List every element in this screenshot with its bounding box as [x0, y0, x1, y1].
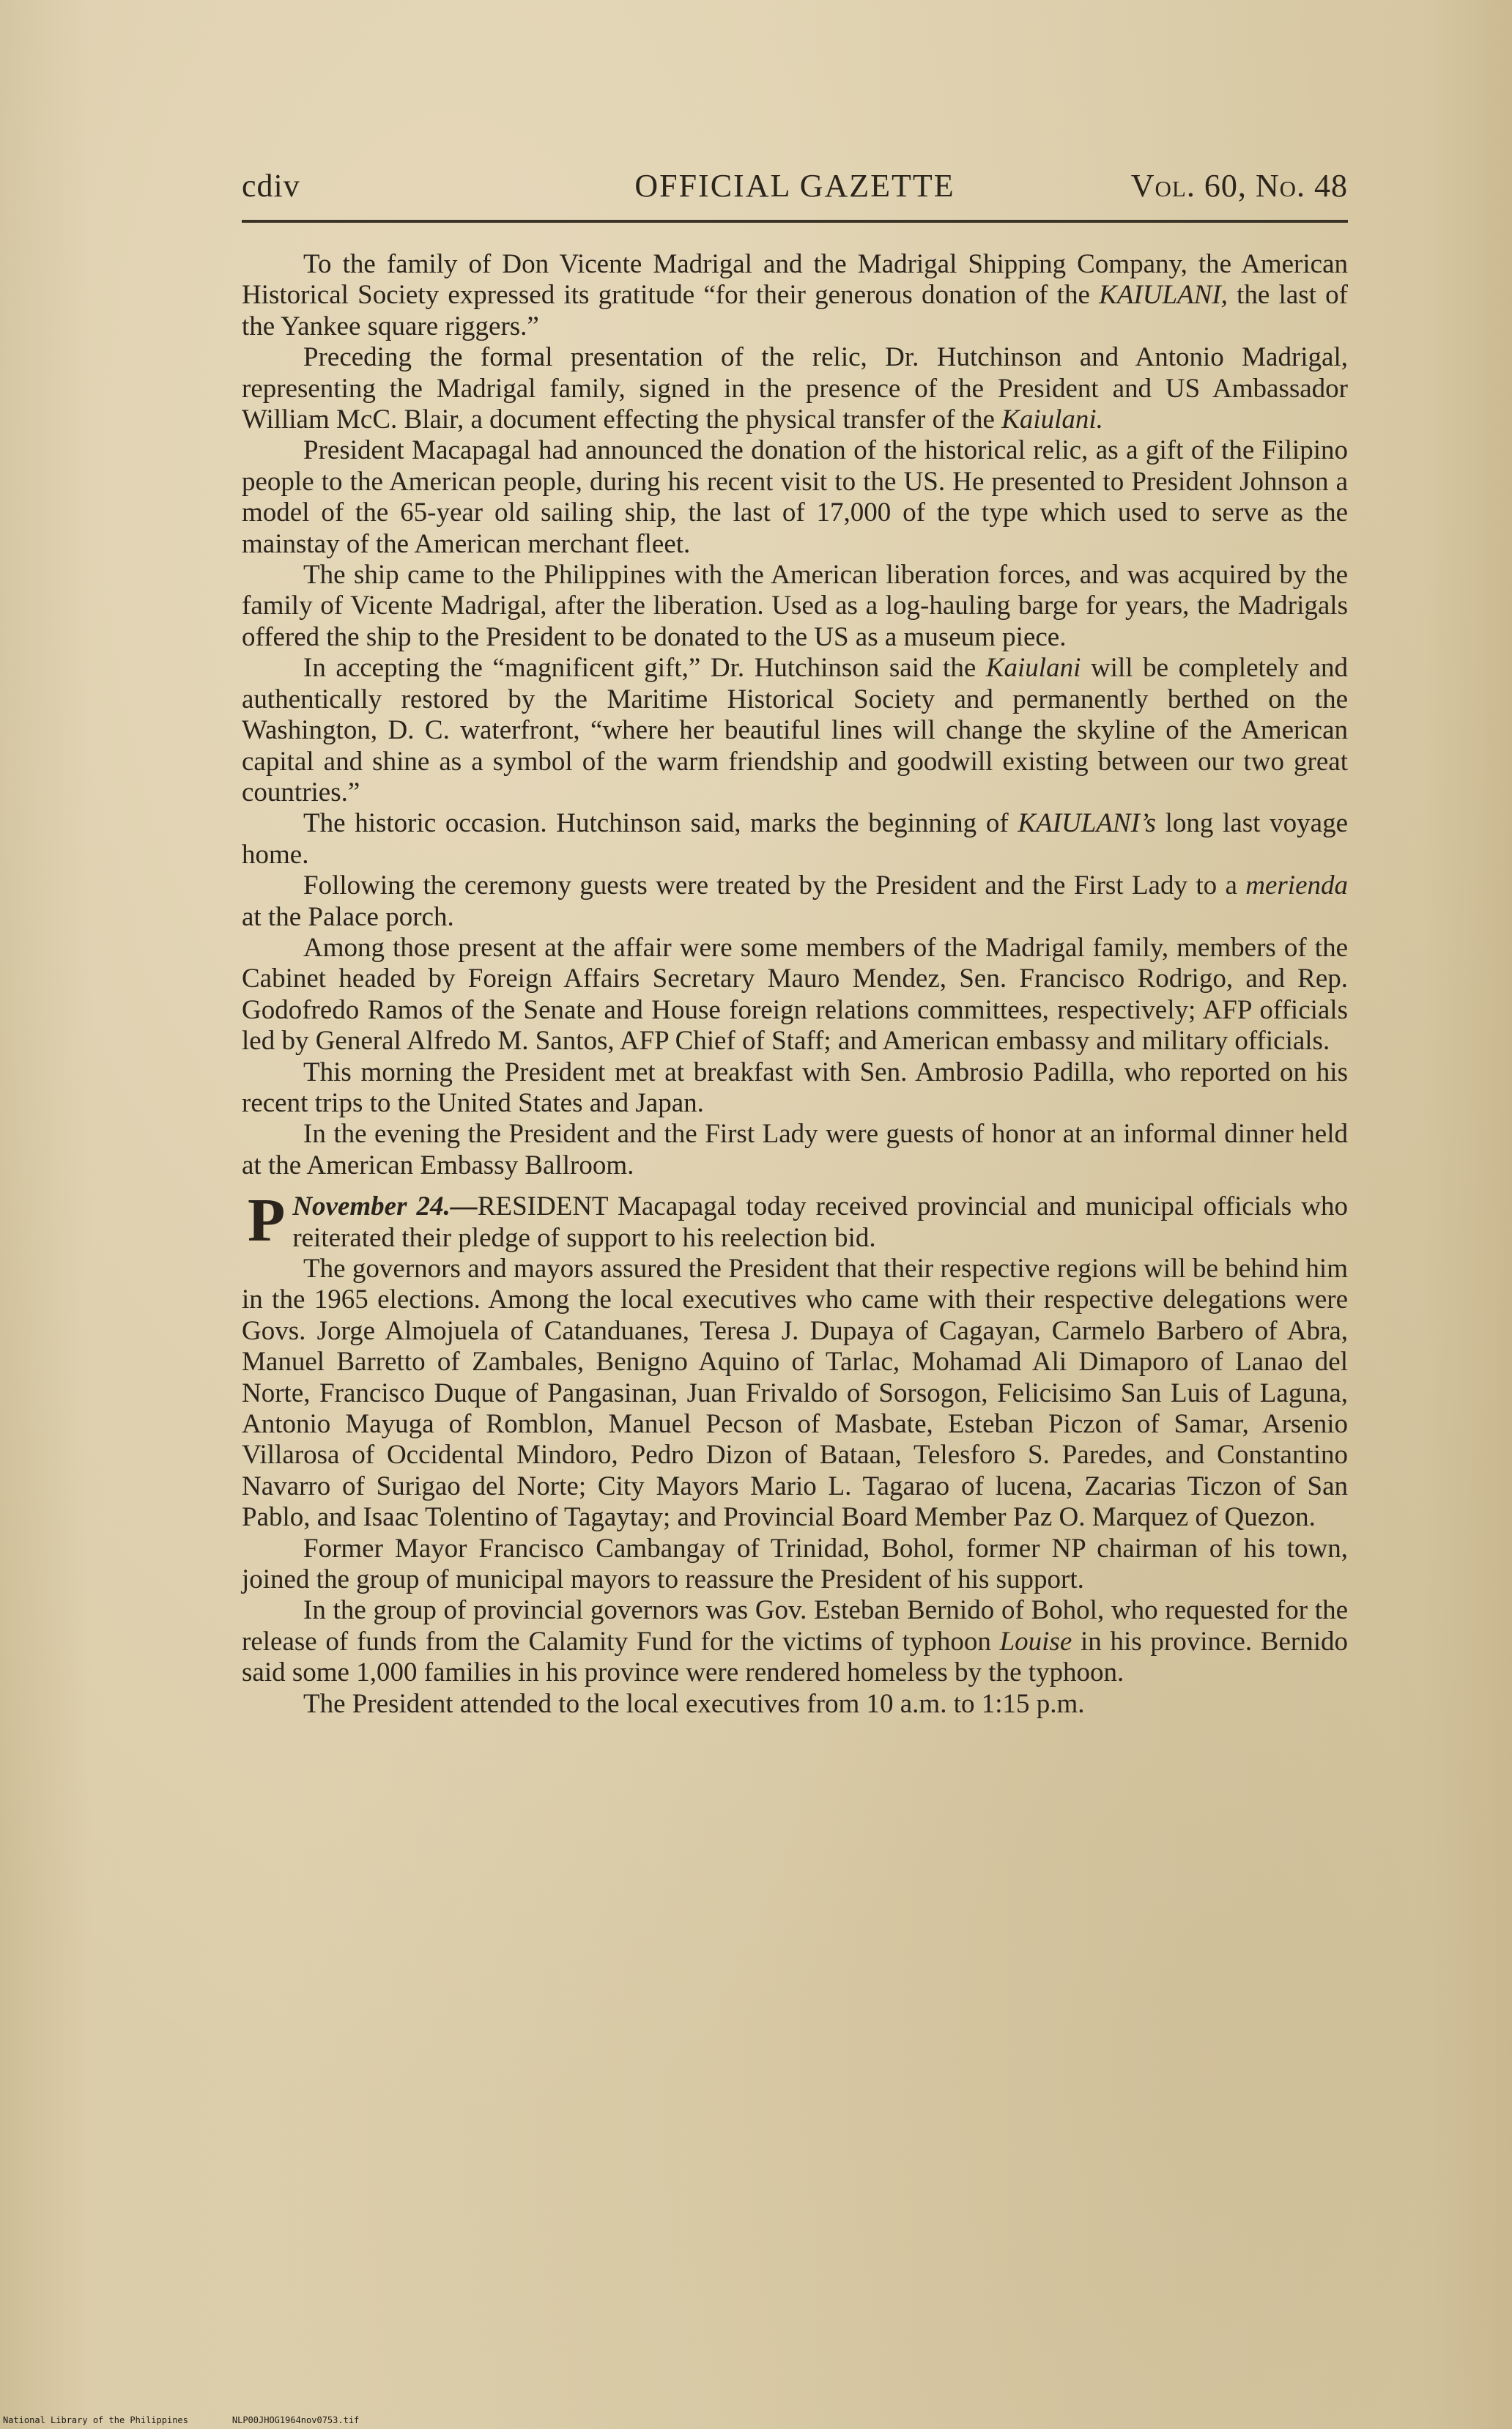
scan-footer [3, 2415, 359, 2425]
paragraph: The President attended to the local executives from 10 a.m. to 1:15 p.m. [303, 1688, 1085, 1719]
page-number: cdiv [242, 168, 300, 204]
paragraph: Following the ceremony guests were treated by the President and the First Lady to a merienda at the Palace porch. [242, 870, 1348, 932]
paragraph: To the family of Don Vicente Madrigal and the Madrigal Shipping Company, the American Historical Society expressed its gratitude “for their generous donation of the KAIULANI, the last of the Yankee square riggers.” [242, 249, 1348, 341]
paragraph: President Macapagal had announced the donation of the historical relic, as a gift of the Filipino people to the American people, during his recent visit to the US. He presented to President Johnson a model of the 65-year old sailing ship, the last of 17,000 of the type which used to serve as the mainstay of the American merchant fleet. [242, 435, 1348, 559]
paragraph: In the evening the President and the First Lady were guests of honor at an informal dinner held at the American Embassy Ballroom. [242, 1119, 1348, 1180]
paragraph: Former Mayor Francisco Cambangay of Trinidad, Bohol, former NP chairman of his town, joined the group of municipal mayors to reassure the President of his support. [242, 1533, 1348, 1595]
paragraph: The historic occasion. Hutchinson said, marks the beginning of KAIULANI’s long last voyage home. [242, 808, 1348, 870]
paragraph: In accepting the “magnificent gift,” Dr. Hutchinson said the Kaiulani will be completely and authentically restored by the Maritime Historical Society and permanently berthed on the Washington, D. C. waterfront, “where her beautiful lines will change the skyline of the American capital and shine as a symbol of the warm friendship and goodwill existing between our two great countries.” [242, 653, 1348, 807]
dated-entry-november-24: November 24.— P RESIDENT Macapagal today received provincial and municipal officials who reiterated their pledge of support to his reelection bid. [248, 1186, 1349, 1255]
paragraph: Preceding the formal presentation of the relic, Dr. Hutchinson and Antonio Madrigal, representing the Madrigal family, signed in the presence of the President and US Ambassador William McC. Blair, a document effecting the physical transfer of the Kaiulani. [242, 342, 1348, 435]
scan-filename: NLP00JHOG1964nov0753.tif [231, 2415, 360, 2425]
drop-cap: P [248, 1186, 286, 1255]
library-credit: National Library of the Philippines [3, 2415, 188, 2425]
paragraph: Among those present at the affair were some members of the Madrigal family, members of the Cabinet headed by Foreign Affairs Secretary Mauro Mendez, Sen. Francisco Rodrigo, and Rep. Godofredo Ramos of the Senate and House foreign relations committees, respectively; AFP officials led by General Alfredo M. Santos, AFP Chief of Staff; and American embassy and military officials. [242, 932, 1348, 1057]
page-header [242, 160, 1348, 211]
paragraph: This morning the President met at breakfast with Sen. Ambrosio Padilla, who reported on his recent trips to the United States and Japan. [242, 1057, 1348, 1118]
paragraph: In the group of provincial governors was Gov. Esteban Bernido of Bohol, who requested for the release of funds from the Calamity Fund for the victims of typhoon Louise in his province. Bernido said some 1,000 families in his province were rendered homeless by the typhoon. [242, 1595, 1348, 1688]
publication-title: OFFICIAL GAZETTE [634, 168, 955, 204]
article-body [242, 249, 1348, 1720]
paragraph: The governors and mayors assured the President that their respective regions will be behind him in the 1965 elections. Among the local executives who came with their respective delegations were Govs. Jorge Almojuela of Catanduanes, Teresa J. Dupaya of Cagayan, Carmelo Barbero of Abra, Manuel Barretto of Zambales, Benigno Aquino of Tarlac, Mohamad Ali Dimaporo of Lanao del Norte, Francisco Duque of Pangasinan, Juan Frivaldo of Sorsogon, Felicisimo San Luis of Laguna, Antonio Mayuga of Romblon, Manuel Pecson of Masbate, Esteban Piczon of Samar, Arsenio Villarosa of Occidental Mindoro, Pedro Dizon of Bataan, Telesforo S. Paredes, and Constantino Navarro of Surigao del Norte; City Mayors Mario L. Tagarao of lucena, Zacarias Ticzon of San Pablo, and Isaac Tolentino of Tagaytay; and Provincial Board Member Paz O. Marquez of Quezon. [242, 1254, 1348, 1533]
volume-number: Vol. 60, No. 48 [1130, 168, 1348, 204]
entry-date: November 24.— [292, 1191, 478, 1222]
header-rule [242, 220, 1348, 223]
paragraph: The ship came to the Philippines with the American liberation forces, and was acquired by the family of Vicente Madrigal, after the liberation. Used as a log-hauling barge for years, the Madrigals offered the ship to the President to be donated to the US as a museum piece. [242, 560, 1348, 652]
